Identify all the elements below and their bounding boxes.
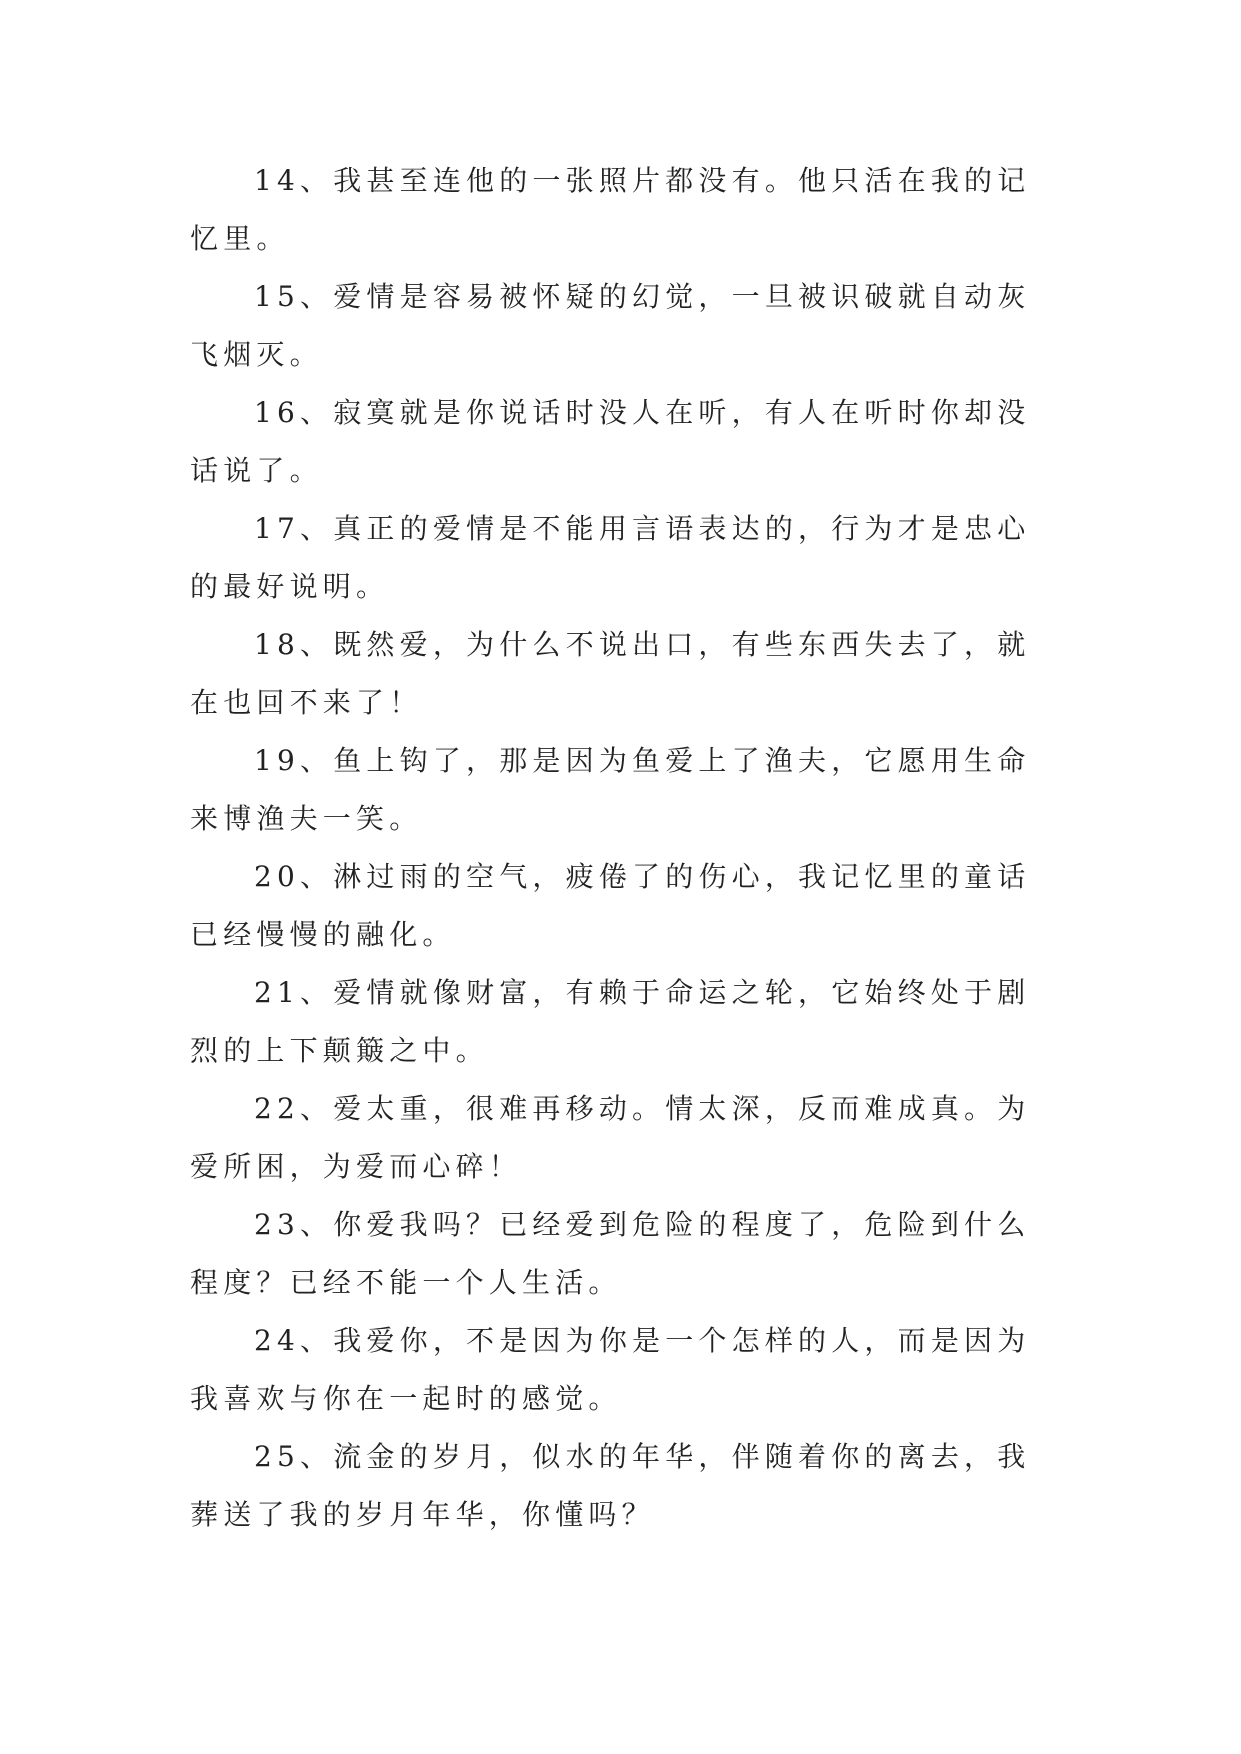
- paragraph-24: 24、我爱你，不是因为你是一个怎样的人，而是因为我喜欢与你在一起时的感觉。: [190, 1324, 1031, 1415]
- paragraph-25: 25、流金的岁月，似水的年华，伴随着你的离去，我葬送了我的岁月年华，你懂吗？: [190, 1440, 1031, 1531]
- paragraph-15: 15、爱情是容易被怀疑的幻觉，一旦被识破就自动灰飞烟灭。: [190, 280, 1031, 371]
- paragraph-14: 14、我甚至连他的一张照片都没有。他只活在我的记忆里。: [190, 164, 1031, 255]
- paragraph-19: 19、鱼上钩了，那是因为鱼爱上了渔夫，它愿用生命来博渔夫一笑。: [190, 744, 1031, 835]
- paragraph-17: 17、真正的爱情是不能用言语表达的，行为才是忠心的最好说明。: [190, 512, 1031, 603]
- paragraph-22: 22、爱太重，很难再移动。情太深，反而难成真。为爱所困，为爱而心碎！: [190, 1092, 1031, 1183]
- paragraph-20: 20、淋过雨的空气，疲倦了的伤心，我记忆里的童话已经慢慢的融化。: [190, 860, 1031, 951]
- paragraph-21: 21、爱情就像财富，有赖于命运之轮，它始终处于剧烈的上下颠簸之中。: [190, 976, 1031, 1067]
- paragraph-23: 23、你爱我吗？已经爱到危险的程度了，危险到什么程度？已经不能一个人生活。: [190, 1208, 1031, 1299]
- paragraph-18: 18、既然爱，为什么不说出口，有些东西失去了，就在也回不来了！: [190, 628, 1031, 719]
- document-page: [190, 152, 1050, 1544]
- paragraph-16: 16、寂寞就是你说话时没人在听，有人在听时你却没话说了。: [190, 396, 1031, 487]
